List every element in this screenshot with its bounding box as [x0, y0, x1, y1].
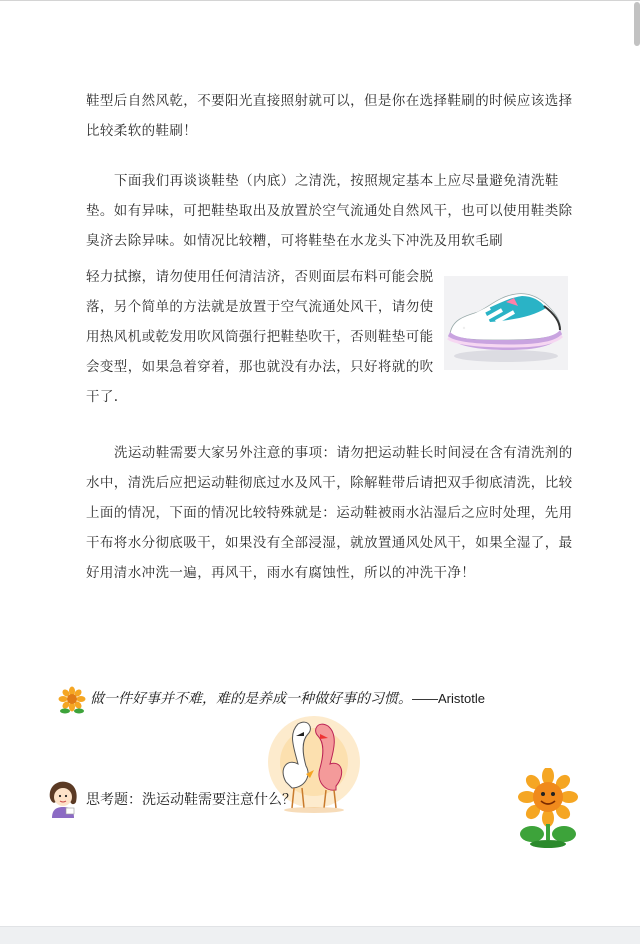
sneaker-photo [444, 276, 568, 370]
paragraph-sneaker-precautions: 洗运动鞋需要大家另外注意的事项：请勿把运动鞋长时间浸在含有清洗剂的水中，清洗后应把运动鞋彻底过水及风干，除解鞋带后请把双手彻底清洗，比较上面的情况，下面的情况比较特殊就是：运动鞋被雨水沾湿后之应时处理，先用干布将水分彻底吸干，如果没有全部浸湿，就放置通风处风干，如果全湿了，最好用清水冲洗一遍，再风干，雨水有腐蚀性，所以的冲洗干净！ [86, 445, 573, 581]
quote-author: ——Aristotle [412, 691, 485, 706]
paragraph-insole-cleaning-wrap: 轻力拭擦，请勿使用任何清洁济，否则面层布料可能会脱落，另个简单的方法就是放置于空气流通处风干，请勿使用热风机或乾发用吹风筒强行把鞋垫吹干，否则鞋垫可能会变型，如果急着穿着，那也就没有办法，只好将就的吹干了. [86, 269, 434, 405]
quote-text: 做一件好事并不难，难的是养成一种做好事的习惯。——Aristotle [90, 691, 485, 707]
page-top-border [0, 0, 640, 1]
scrollbar-thumb[interactable] [634, 2, 640, 46]
paragraph-shoe-drying: 鞋型后自然风乾，不要阳光直接照射就可以，但是你在选择鞋刷的时候应该选择比较柔软的鞋刷！ [86, 93, 573, 139]
sunflower-icon [58, 686, 86, 714]
paragraph-insole-cleaning: 下面我们再谈谈鞋垫（内底）之清洗，按照规定基本上应尽量避免清洗鞋垫。如有异味，可把鞋垫取出及放置於空气流通处自然风干，也可以使用鞋类除臭济去除异味。如情况比较糟，可将鞋垫在水龙头下冲洗及用软毛刷 [86, 173, 573, 249]
sun-flower-character-illustration [512, 768, 584, 850]
girl-cartoon-icon [46, 780, 80, 820]
bottom-toolbar-strip [0, 926, 640, 944]
think-question-label: 思考题：洗运动鞋需要注意什么？ [86, 792, 296, 808]
think-question-block [46, 780, 446, 824]
